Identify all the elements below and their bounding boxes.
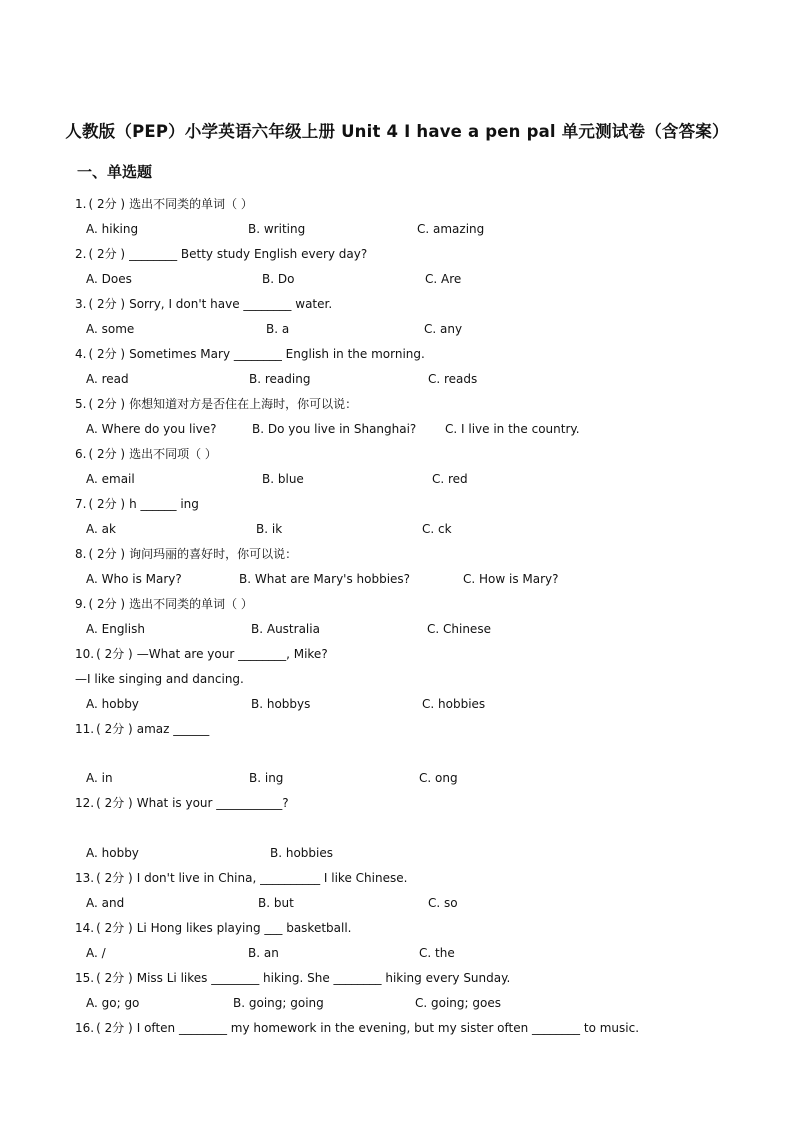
option-a[interactable]: A. hiking [86, 222, 139, 236]
question-number: 13. [75, 871, 95, 885]
question-5 [75, 394, 357, 414]
option-c[interactable]: C. hobbies [422, 697, 486, 711]
option-a[interactable]: A. Where do you live? [86, 422, 217, 436]
question-score: ( 2分 ) [88, 197, 126, 211]
question-text: —What are your ________, Mike? [136, 647, 328, 661]
option-b[interactable]: B. writing [248, 222, 306, 236]
option-c[interactable]: C. so [428, 896, 458, 910]
question-text: 选出不同项（ ） [129, 447, 217, 461]
question-score: ( 2分 ) [88, 497, 126, 511]
question-score: ( 2分 ) [96, 722, 133, 736]
question-number: 3. [75, 297, 87, 311]
option-a[interactable]: A. and [86, 896, 125, 910]
option-c[interactable]: C. amazing [417, 222, 485, 236]
question-10 [75, 644, 328, 664]
question-score: ( 2分 ) [88, 597, 126, 611]
option-a[interactable]: A. read [86, 372, 129, 386]
question-number: 4. [75, 347, 87, 361]
question-score: ( 2分 ) [96, 921, 133, 935]
question-number: 16. [75, 1021, 95, 1035]
option-b[interactable]: B. ing [249, 771, 284, 785]
question-11 [75, 719, 209, 739]
question-13 [75, 868, 407, 888]
question-14 [75, 918, 352, 938]
question-7 [75, 494, 199, 514]
question-text: 询问玛丽的喜好时，你可以说： [129, 547, 298, 561]
question-dialogue-line: —I like singing and dancing. [75, 672, 244, 686]
option-c[interactable]: C. reads [428, 372, 478, 386]
question-text: 你想知道对方是否住在上海时，你可以说： [129, 397, 358, 411]
question-number: 14. [75, 921, 95, 935]
question-15 [75, 968, 510, 988]
question-score: ( 2分 ) [88, 547, 126, 561]
option-c[interactable]: C. How is Mary? [463, 572, 559, 586]
option-a[interactable]: A. hobby [86, 697, 139, 711]
question-number: 9. [75, 597, 87, 611]
question-score: ( 2分 ) [96, 796, 133, 810]
option-c[interactable]: C. I live in the country. [445, 422, 580, 436]
question-4 [75, 344, 425, 364]
question-number: 10. [75, 647, 95, 661]
question-text: I don't live in China, __________ I like Chinese. [136, 871, 408, 885]
question-16 [75, 1018, 639, 1038]
question-text: Sorry, I don't have ________ water. [129, 297, 333, 311]
question-number: 11. [75, 722, 95, 736]
option-a[interactable]: A. in [86, 771, 113, 785]
option-b[interactable]: B. ik [256, 522, 283, 536]
question-score: ( 2分 ) [88, 247, 126, 261]
question-score: ( 2分 ) [88, 447, 126, 461]
option-c[interactable]: C. red [432, 472, 468, 486]
option-c[interactable]: C. Chinese [427, 622, 491, 636]
question-2 [75, 244, 367, 264]
option-b[interactable]: B. hobbies [270, 846, 334, 860]
option-b[interactable]: B. Do you live in Shanghai? [252, 422, 417, 436]
question-number: 1. [75, 197, 87, 211]
option-c[interactable]: C. any [424, 322, 463, 336]
option-a[interactable]: A. / [86, 946, 106, 960]
question-8 [75, 544, 297, 564]
option-b[interactable]: B. blue [262, 472, 304, 486]
question-text: Miss Li likes ________ hiking. She ________ hiking every Sunday. [136, 971, 511, 985]
option-b[interactable]: B. Do [262, 272, 295, 286]
question-number: 2. [75, 247, 87, 261]
question-score: ( 2分 ) [96, 871, 133, 885]
option-c[interactable]: C. going; goes [415, 996, 501, 1010]
question-text: h ______ ing [129, 497, 199, 511]
option-b[interactable]: B. a [266, 322, 290, 336]
question-1 [75, 194, 253, 214]
question-text: Li Hong likes playing ___ basketball. [136, 921, 352, 935]
option-a[interactable]: A. Does [86, 272, 132, 286]
question-3 [75, 294, 332, 314]
question-text: Sometimes Mary ________ English in the morning. [129, 347, 425, 361]
question-text: 选出不同类的单词（ ） [129, 597, 253, 611]
question-score: ( 2分 ) [96, 1021, 133, 1035]
page-title: 人教版（PEP）小学英语六年级上册 Unit 4 I have a pen pal 单元测试卷（含答案） [65, 122, 729, 141]
option-a[interactable]: A. hobby [86, 846, 139, 860]
question-text: 选出不同类的单词（ ） [129, 197, 253, 211]
option-a[interactable]: A. ak [86, 522, 116, 536]
option-b[interactable]: B. hobbys [251, 697, 311, 711]
option-a[interactable]: A. Who is Mary? [86, 572, 182, 586]
option-a[interactable]: A. email [86, 472, 135, 486]
question-score: ( 2分 ) [88, 297, 126, 311]
option-b[interactable]: B. an [248, 946, 279, 960]
option-a[interactable]: A. English [86, 622, 145, 636]
question-number: 6. [75, 447, 87, 461]
option-a[interactable]: A. some [86, 322, 135, 336]
option-b[interactable]: B. What are Mary's hobbies? [239, 572, 411, 586]
option-b[interactable]: B. going; going [233, 996, 324, 1010]
option-c[interactable]: C. ong [419, 771, 458, 785]
question-number: 5. [75, 397, 87, 411]
question-9 [75, 594, 253, 614]
question-text: amaz ______ [136, 722, 210, 736]
question-number: 8. [75, 547, 87, 561]
section-heading: 一、单选题 [77, 163, 153, 181]
question-12 [75, 793, 289, 813]
question-number: 12. [75, 796, 95, 810]
option-c[interactable]: C. Are [425, 272, 462, 286]
question-score: ( 2分 ) [88, 347, 126, 361]
option-c[interactable]: C. ck [422, 522, 452, 536]
question-score: ( 2分 ) [88, 397, 126, 411]
question-text: What is your ___________? [136, 796, 289, 810]
question-text: I often ________ my homework in the evening, but my sister often ________ to music. [136, 1021, 640, 1035]
question-score: ( 2分 ) [96, 647, 133, 661]
option-b[interactable]: B. Australia [251, 622, 320, 636]
question-number: 15. [75, 971, 95, 985]
option-a[interactable]: A. go; go [86, 996, 140, 1010]
question-number: 7. [75, 497, 87, 511]
option-c[interactable]: C. the [419, 946, 455, 960]
question-score: ( 2分 ) [96, 971, 133, 985]
question-6 [75, 444, 217, 464]
option-b[interactable]: B. reading [249, 372, 311, 386]
option-b[interactable]: B. but [258, 896, 294, 910]
question-text: ________ Betty study English every day? [129, 247, 368, 261]
